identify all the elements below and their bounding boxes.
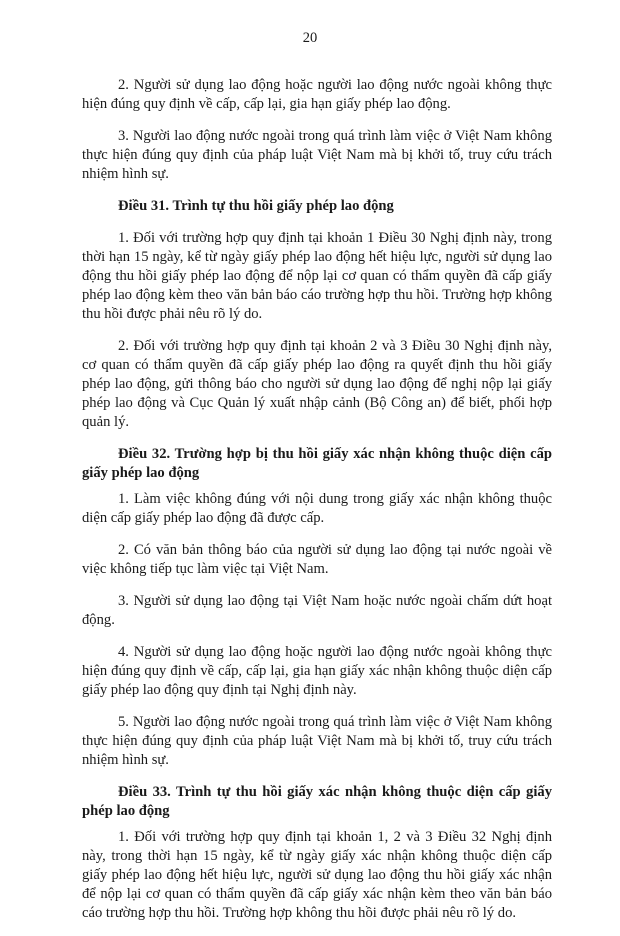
article-32-clause-5: 5. Người lao động nước ngoài trong quá trình làm việc ở Việt Nam không thực hiện đúng quy định của pháp luật Việt Nam mà bị khởi tố, truy cứu trách nhiệm hình sự.: [82, 714, 552, 768]
article-31-heading: Điều 31. Trình tự thu hồi giấy phép lao động: [118, 198, 394, 214]
article-32-clause-2: 2. Có văn bản thông báo của người sử dụng lao động tại nước ngoài về việc không tiếp tục làm việc tại Việt Nam.: [82, 542, 552, 577]
article-33-clause-1: 1. Đối với trường hợp quy định tại khoản 1, 2 và 3 Điều 32 Nghị định này, trong thời hạn 15 ngày, kể từ ngày giấy xác nhận không thuộc diện cấp giấy phép lao động hết hiệu lực, người sử dụng lao động thu hồi giấy xác nhận để nộp lại cơ quan có thẩm quyền đã cấp giấy xác nhận kèm theo văn bản báo cáo trường hợp thu hồi. Trường hợp không thu hồi được phải nêu rõ lý do.: [82, 829, 552, 921]
article-33-heading: Điều 33. Trình tự thu hồi giấy xác nhận không thuộc diện cấp giấy phép lao động: [82, 784, 552, 819]
article-32-heading: Điều 32. Trường hợp bị thu hồi giấy xác nhận không thuộc diện cấp giấy phép lao động: [82, 446, 552, 481]
document-body: [82, 76, 552, 936]
page-number: 20: [302, 30, 318, 46]
article-31-clause-2: 2. Đối với trường hợp quy định tại khoản 2 và 3 Điều 30 Nghị định này, cơ quan có thẩm quyền đã cấp giấy phép lao động ra quyết định thu hồi giấy phép lao động, gửi thông báo cho người sử dụng lao động để nghị nộp lại giấy phép lao động và Cục Quản lý xuất nhập cảnh (Bộ Công an) để biết, phối hợp quản lý.: [82, 338, 552, 430]
clause-2-revoke-permit: 2. Người sử dụng lao động hoặc người lao động nước ngoài không thực hiện đúng quy định về cấp, cấp lại, gia hạn giấy phép lao động.: [82, 77, 552, 112]
article-32-clause-1: 1. Làm việc không đúng với nội dung trong giấy xác nhận không thuộc diện cấp giấy phép lao động đã được cấp.: [82, 491, 552, 526]
article-31-clause-1: 1. Đối với trường hợp quy định tại khoản 1 Điều 30 Nghị định này, trong thời hạn 15 ngày, kể từ ngày giấy phép lao động hết hiệu lực, người sử dụng lao động thu hồi giấy phép lao động để nộp lại cơ quan có thẩm quyền đã cấp giấy phép lao động kèm theo văn bản báo cáo trường hợp thu hồi. Trường hợp không thu hồi được phải nêu rõ lý do.: [82, 230, 552, 322]
clause-3-revoke-permit: 3. Người lao động nước ngoài trong quá trình làm việc ở Việt Nam không thực hiện đúng quy định của pháp luật Việt Nam mà bị khởi tố, truy cứu trách nhiệm hình sự.: [82, 128, 552, 182]
article-32-clause-3: 3. Người sử dụng lao động tại Việt Nam hoặc nước ngoài chấm dứt hoạt động.: [82, 593, 552, 628]
article-32-clause-4: 4. Người sử dụng lao động hoặc người lao động nước ngoài không thực hiện đúng quy định về cấp, cấp lại, gia hạn giấy xác nhận không thuộc diện cấp giấy phép lao động quy định tại Nghị định này.: [82, 644, 552, 698]
